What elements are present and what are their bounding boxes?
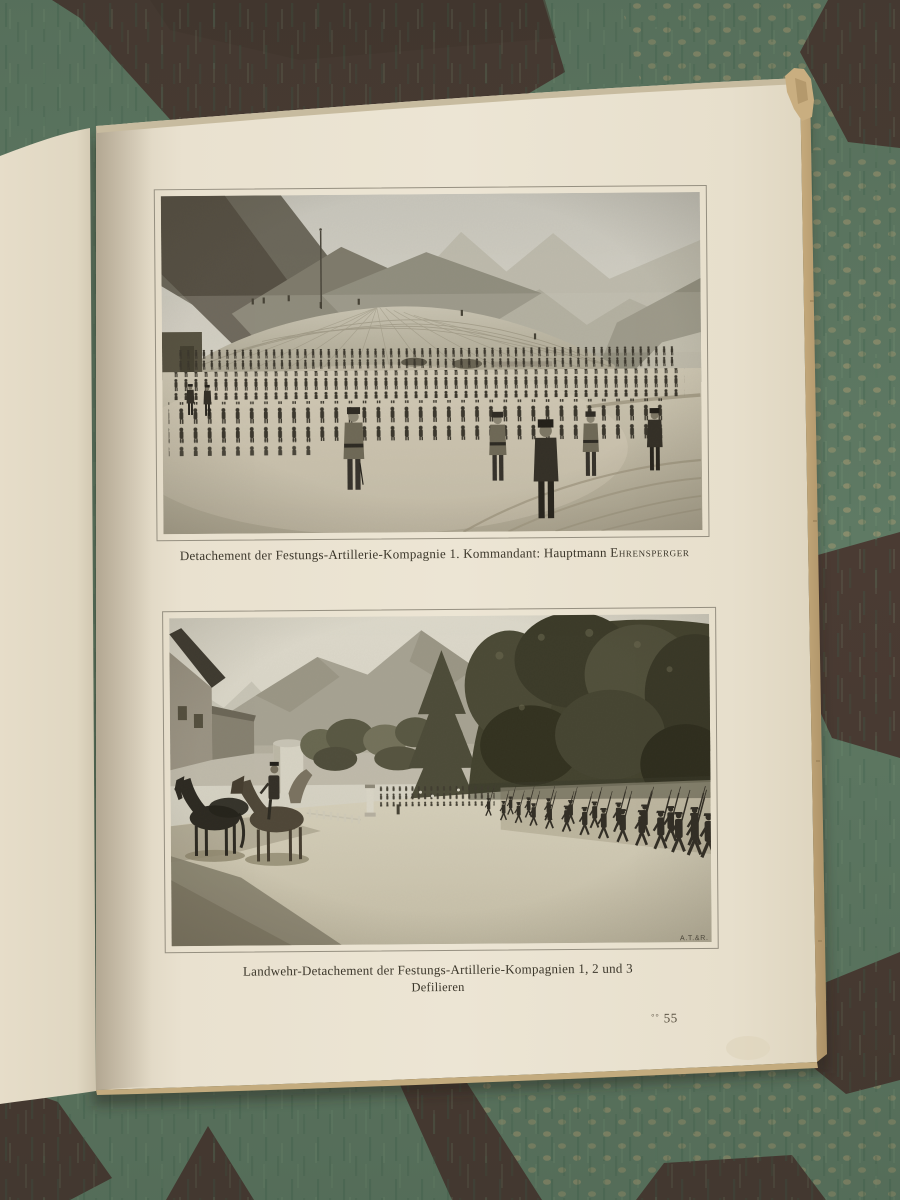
caption-photo1-commander-name: Ehrensperger bbox=[610, 544, 690, 560]
signature-marker: °° bbox=[651, 1012, 660, 1022]
caption-photo1-text: Detachement der Festungs-Artillerie-Kompagnie 1. Kommandant: Hauptmann bbox=[179, 544, 607, 564]
photo-fortification-parade bbox=[154, 185, 710, 541]
photographer-credit: A.T.&R. bbox=[679, 934, 709, 943]
photo-marching-column-image bbox=[169, 614, 712, 946]
caption-photo2-line1: Landwehr-Detachement der Festungs-Artillerie-Kompagnien 1, 2 und 3 bbox=[242, 960, 633, 979]
page-number: 55 bbox=[663, 1010, 678, 1026]
caption-photo2-line2: Defilieren bbox=[411, 979, 465, 995]
caption-photo1 bbox=[150, 543, 720, 565]
page-footer bbox=[651, 1009, 678, 1027]
photo-fortification-parade-image bbox=[161, 192, 703, 534]
photo-marching-column bbox=[162, 607, 719, 953]
